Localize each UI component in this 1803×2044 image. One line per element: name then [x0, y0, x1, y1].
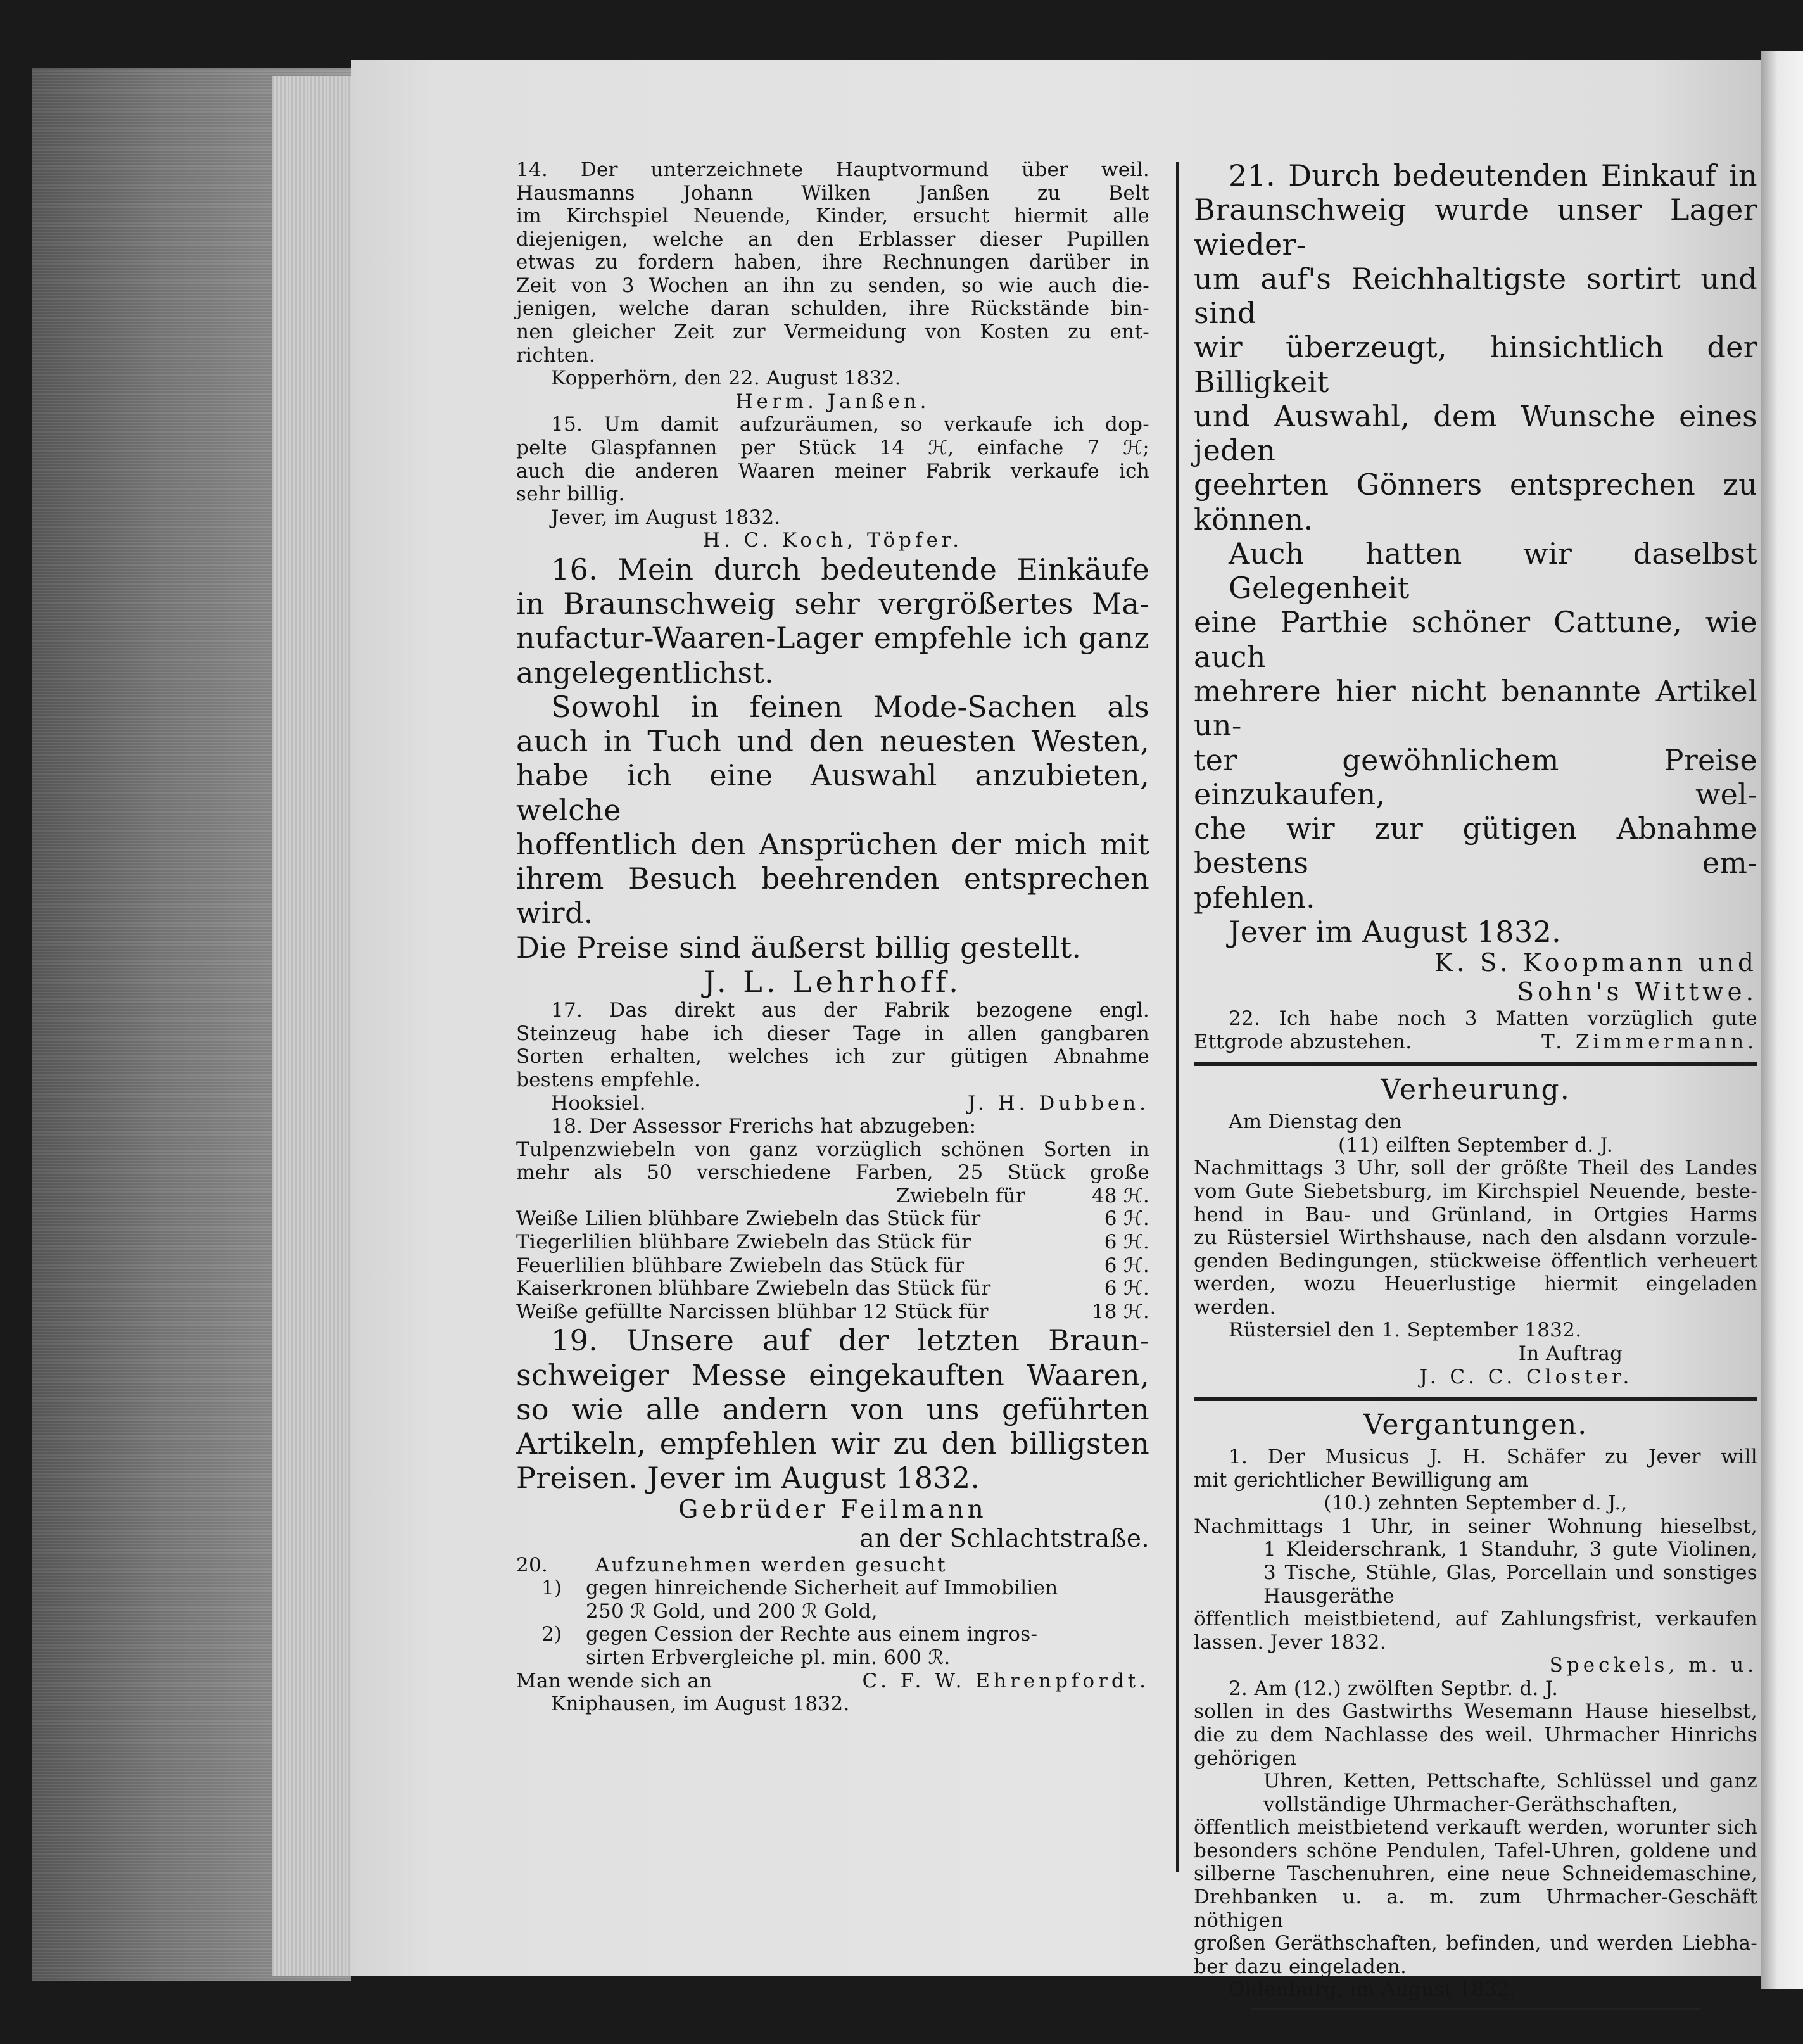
price-row	[516, 1254, 1149, 1278]
notice-line: Zeit von 3 Wochen an ihn zu senden, so wie auch die-	[516, 274, 1149, 297]
notice-line: gehörigen	[1194, 1746, 1297, 1770]
facing-page-curl	[1761, 51, 1803, 1989]
notice-line: pfehlen.	[1194, 880, 1315, 915]
notice-line: lassen. Jever 1832.	[1194, 1630, 1386, 1654]
column-divider	[1176, 162, 1179, 1872]
notice-line: auch die anderen Waaren meiner Fabrik verkaufe ich	[516, 459, 1149, 483]
notice-signature: Speckels, m. u.	[1549, 1654, 1757, 1677]
price-value: 6 ℋ.	[1104, 1207, 1149, 1231]
notice-line: Hausgeräthe	[1263, 1584, 1395, 1608]
notice-line: (10.) zehnten September d. J.,	[1324, 1492, 1628, 1515]
price-value: 48 ℋ.	[1091, 1184, 1149, 1207]
notice-line: In Auftrag	[1518, 1342, 1623, 1365]
notice-line: Drehbanken u. a. m. zum Uhrmacher-Geschäft nöthigen	[1194, 1886, 1757, 1932]
notice-line: Sorten erhalten, welches ich zur gütigen Abnahme	[516, 1045, 1149, 1069]
notice-footer	[1194, 1031, 1757, 1054]
notice-place-date: Jever im August 1832.	[1229, 914, 1562, 949]
notice-line: hend in Bau- und Grünland, in Ortgies Harms	[1194, 1203, 1757, 1226]
notice-line: angelegentlichst.	[516, 655, 775, 690]
notice-line: schweiger Messe eingekauften Waaren,	[516, 1357, 1149, 1392]
notice-line: die zu dem Nachlasse des weil. Uhrmacher Hinrichs	[1194, 1723, 1757, 1746]
notice-line: geehrten Gönners entsprechen zu können.	[1194, 467, 1757, 536]
verheurung-notice	[1194, 1110, 1757, 1388]
notice-signature: Gebrüder Feilmann	[678, 1495, 987, 1524]
price-row	[516, 1231, 1149, 1254]
left-column	[516, 158, 1149, 1716]
notice-line: im Kirchspiel Neuende, Kinder, ersucht hiermit alle	[516, 205, 1149, 228]
notice-line: 1. Der Musicus J. H. Schäfer zu Jever will	[1229, 1445, 1757, 1469]
list-item-text	[586, 1577, 1058, 1623]
notice-line: nen gleicher Zeit zur Vermeidung von Kosten zu ent-	[516, 321, 1149, 344]
notice-line: Braunschweig wurde unser Lager wieder-	[1194, 193, 1757, 262]
price-item: Tiegerlilien blühbare Zwiebeln das Stück für	[516, 1231, 971, 1254]
notice-line: großen Geräthschaften, befinden, und werden Liebha-	[1194, 1932, 1757, 1955]
notice-line: vollständige Uhrmacher-Geräthschaften,	[1263, 1793, 1678, 1816]
section-rule	[1194, 1062, 1757, 1066]
notice-line: ber dazu eingeladen.	[1194, 1955, 1407, 1978]
notice-line: Preisen. Jever im August 1832.	[516, 1461, 980, 1495]
price-item: Weiße gefüllte Narcissen blühbar 12 Stück für	[516, 1300, 989, 1323]
price-item: Weiße Lilien blühbare Zwiebeln das Stück für	[516, 1207, 981, 1231]
notice-signature: Sohn's Wittwe.	[1517, 978, 1757, 1007]
notice-heading: 18. Der Assessor Frerichs hat abzugeben:	[551, 1115, 977, 1138]
price-row	[516, 1300, 1149, 1324]
price-value: 6 ℋ.	[1104, 1254, 1149, 1277]
contact-text: Man wende sich an	[516, 1669, 712, 1692]
list-item-line: 250 ℛ Gold, und 200 ℛ Gold,	[586, 1599, 878, 1623]
price-value: 18 ℋ.	[1091, 1300, 1149, 1323]
page-stack-edge	[272, 76, 355, 1976]
notice-line: Uhren, Ketten, Pettschafte, Schlüssel und ganz	[1263, 1770, 1757, 1793]
notice-21	[1194, 158, 1757, 1007]
notice-line: und Auswahl, dem Wunsche eines jeden	[1194, 398, 1757, 468]
notice-16	[516, 552, 1149, 999]
notice-line: Die Preise sind äußerst billig gestellt.	[516, 930, 1082, 965]
notice-line: bestens empfehle.	[516, 1069, 701, 1092]
notice-line: hoffentlich den Ansprüchen der mich mit	[516, 827, 1149, 861]
notice-line: werden, wozu Heuerlustige hiermit eingeladen werden.	[1194, 1273, 1757, 1319]
notice-line: 2. Am (12.) zwölften Septbr. d. J.	[1229, 1677, 1559, 1700]
section-heading-verheurung: Verheurung.	[1381, 1074, 1571, 1107]
notice-line: so wie alle andern von uns geführten	[516, 1392, 1149, 1426]
notice-line: Tulpenzwiebeln von ganz vorzüglich schönen Sorten in	[516, 1138, 1149, 1161]
notice-line: 3 Tische, Stühle, Glas, Porcellain und sonstiges	[1263, 1561, 1757, 1584]
notice-line: Nachmittags 3 Uhr, soll der größte Theil des Landes	[1194, 1157, 1757, 1180]
notice-line: etwas zu fordern haben, ihre Rechnungen darüber in	[516, 251, 1149, 274]
notice-line: che wir zur gütigen Abnahme bestens em-	[1194, 811, 1757, 880]
notice-place-date: Kniphausen, im August 1832.	[551, 1692, 850, 1716]
price-value: 6 ℋ.	[1104, 1277, 1149, 1300]
notice-signature: C. F. W. Ehrenpfordt.	[862, 1669, 1149, 1692]
notice-17	[516, 999, 1149, 1115]
right-column	[1194, 158, 1757, 2017]
list-item-line: gegen hinreichende Sicherheit auf Immobilien	[586, 1577, 1058, 1600]
notice-place-date: Oldenburg, im August 1832.	[1229, 1978, 1516, 2002]
section-rule	[1194, 1397, 1757, 1401]
price-item: Feuerlilien blühbare Zwiebeln das Stück für	[516, 1254, 965, 1277]
notice-line: mehr als 50 verschiedene Farben, 25 Stück große	[516, 1161, 1149, 1184]
notice-heading	[516, 1554, 1149, 1577]
notice-line: um auf's Reichhaltigste sortirt und sind	[1194, 261, 1757, 331]
price-row	[516, 1207, 1149, 1231]
notice-line: diejenigen, welche an den Erblasser dieser Pupillen	[516, 227, 1149, 251]
notice-line: öffentlich meistbietend, auf Zahlungsfrist, verkaufen	[1194, 1608, 1757, 1631]
notice-19	[516, 1323, 1149, 1553]
notice-line: Am Dienstag den	[1229, 1110, 1402, 1134]
price-row	[516, 1277, 1149, 1300]
notice-line: auch in Tuch und den neuesten Westen,	[516, 724, 1149, 759]
price-item: Zwiebeln für	[896, 1184, 1026, 1207]
notice-18	[516, 1115, 1149, 1323]
vergantung-1	[1194, 1445, 1757, 1677]
list-item-line: gegen Cession der Rechte aus einem ingros-	[586, 1623, 1038, 1646]
notice-line: 17. Das direkt aus der Fabrik bezogene engl.	[551, 999, 1149, 1022]
notice-signature: H. C. Koch, Töpfer.	[702, 529, 963, 552]
notice-14	[516, 158, 1149, 413]
notice-line: eine Parthie schöner Cattune, wie auch	[1194, 605, 1757, 674]
notice-line: besonders schöne Pendulen, Tafel-Uhren, goldene und	[1194, 1839, 1757, 1862]
notice-line: öffentlich meistbietend verkauft werden, worunter sich	[1194, 1816, 1757, 1839]
notice-signature: J. H. Dubben.	[967, 1091, 1149, 1115]
notice-signature: J. C. C. Closter.	[1419, 1365, 1633, 1388]
list-item-number: 1)	[541, 1577, 562, 1600]
notice-line: ihrem Besuch beehrenden entsprechen wird.	[516, 861, 1149, 930]
notice-line: Artikeln, empfehlen wir zu den billigsten	[516, 1426, 1149, 1461]
section-heading-vergantungen: Vergantungen.	[1363, 1409, 1588, 1442]
notice-number: 20.	[516, 1553, 548, 1577]
notice-heading-text: Aufzunehmen werden gesucht	[595, 1553, 947, 1577]
notice-line: Steinzeug habe ich dieser Tage in allen gangbaren	[516, 1022, 1149, 1045]
notice-line: habe ich eine Auswahl anzubieten, welche	[516, 758, 1149, 827]
notice-line: wir überzeugt, hinsichtlich der Billigkeit	[1194, 330, 1757, 399]
list-item	[516, 1623, 1149, 1669]
notice-line: in Braunschweig sehr vergrößertes Ma-	[516, 587, 1149, 621]
notice-line: mehrere hier nicht benannte Artikel un-	[1194, 673, 1757, 743]
notice-line: 14. Der unterzeichnete Hauptvormund über weil.	[516, 158, 1149, 181]
notice-line: Nachmittags 1 Uhr, in seiner Wohnung hieselbst,	[1194, 1514, 1757, 1538]
list-item-line: sirten Erbvergleiche pl. min. 600 ℛ.	[586, 1646, 951, 1670]
notice-line: sehr billig.	[516, 483, 625, 506]
notice-signature: Herm. Janßen.	[735, 390, 930, 413]
notice-line: Auch hatten wir daselbst Gelegenheit	[1229, 536, 1757, 606]
notice-signature: T. Zimmermann.	[1541, 1030, 1757, 1053]
notice-line: 21. Durch bedeutenden Einkauf in	[1229, 158, 1757, 193]
notice-line: silberne Taschenuhren, eine neue Schneidemaschine,	[1194, 1862, 1757, 1886]
notice-line: (11) eilften September d. J.	[1338, 1133, 1614, 1157]
notice-line: richten.	[516, 343, 596, 367]
notice-line: sollen in des Gastwirths Wesemann Hause hieselbst,	[1194, 1700, 1757, 1723]
notice-line: 16. Mein durch bedeutende Einkäufe	[551, 552, 1149, 587]
notice-contact	[516, 1670, 1149, 1693]
price-item: Kaiserkronen blühbare Zwiebeln das Stück für	[516, 1277, 991, 1300]
notice-line: jenigen, welche daran schulden, ihre Rückstände bin-	[516, 297, 1149, 321]
notice-15	[516, 413, 1149, 552]
notice-signature-address: an der Schlachtstraße.	[859, 1524, 1149, 1553]
list-item-text	[586, 1623, 1037, 1669]
notice-line: nufactur-Waaren-Lager empfehle ich ganz	[516, 621, 1149, 656]
notice-line: 22. Ich habe noch 3 Matten vorzüglich gute	[1229, 1007, 1757, 1031]
vergantung-2	[1194, 1677, 1757, 2002]
notice-line: 15. Um damit aufzuräumen, so verkaufe ich dop-	[551, 413, 1149, 436]
price-row	[516, 1184, 1149, 1208]
notice-place-date: Kopperhörn, den 22. August 1832.	[551, 367, 901, 390]
notice-22	[1194, 1007, 1757, 1053]
notice-line: ter gewöhnlichem Preise einzukaufen, wel-	[1194, 742, 1757, 811]
notice-line: zu Rüstersiel Wirthshause, nach den alsdann vorzule-	[1194, 1226, 1757, 1250]
notice-line: Ettgrode abzustehen.	[1194, 1030, 1412, 1053]
notice-line: vom Gute Siebetsburg, im Kirchspiel Neuende, beste-	[1194, 1179, 1757, 1203]
notice-place-date: Jever, im August 1832.	[551, 505, 781, 529]
notice-footer	[516, 1092, 1149, 1115]
notice-place: Hooksiel.	[551, 1091, 646, 1115]
notice-line: 19. Unsere auf der letzten Braun-	[551, 1323, 1149, 1358]
notice-line: Hausmanns Johann Wilken Janßen zu Belt	[516, 181, 1149, 205]
notice-signature: J. L. Lehrhoff.	[704, 965, 962, 1000]
notice-place-date: Rüstersiel den 1. September 1832.	[1229, 1319, 1582, 1342]
list-item-number: 2)	[541, 1623, 562, 1646]
list-item	[516, 1577, 1149, 1623]
end-rule	[1251, 2008, 1700, 2010]
notice-line: genden Bedingungen, stückweise öffentlich verheuert	[1194, 1249, 1757, 1273]
notice-20	[516, 1554, 1149, 1716]
price-value: 6 ℋ.	[1104, 1231, 1149, 1254]
notice-signature: K. S. Koopmann und	[1434, 949, 1757, 978]
notice-line: mit gerichtlicher Bewilligung am	[1194, 1468, 1529, 1492]
notice-line: pelte Glaspfannen per Stück 14 ℋ, einfache 7 ℋ;	[516, 436, 1149, 459]
notice-line: 1 Kleiderschrank, 1 Standuhr, 3 gute Violinen,	[1263, 1538, 1757, 1561]
notice-line: Sowohl in feinen Mode-Sachen als	[551, 689, 1149, 724]
